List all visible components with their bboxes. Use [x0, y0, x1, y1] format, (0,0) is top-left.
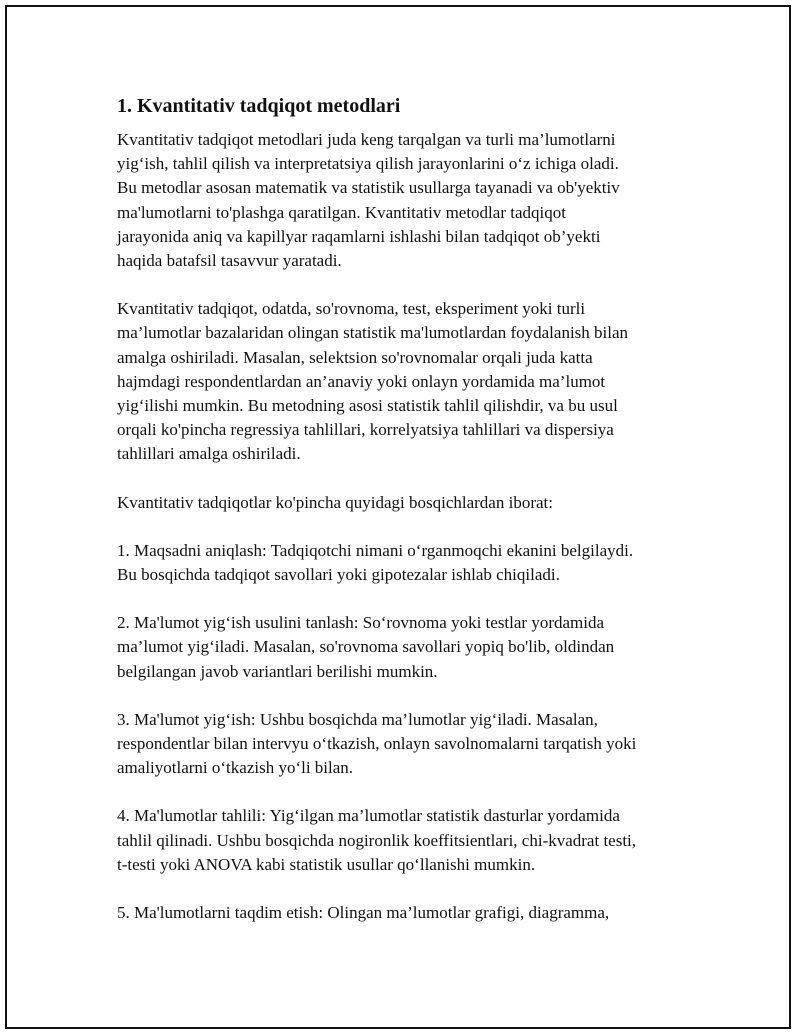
paragraph-methods: Kvantitativ tadqiqot, odatda, so'rovnoma, test, eksperiment yoki turli ma’lumotlar bazalaridan olingan statistik ma'lumotlardan foydalanish bilan amalga oshiriladi. Masalan, selektsion so'rovnomalar orqali juda katta hajmdagi respondentlardan an’anaviy yoki onlayn yordamida ma’lumot yig‘ilishi mumkin. Bu metodning asosi statistik tahlil qilishdir, va bu usul orqali ko'pincha regressiya tahlillari, korrelyatsiya tahlillari va dispersiya tahlillari amalga oshiriladi.: [117, 299, 629, 464]
document-body: [117, 92, 697, 949]
list-item-stage-2: 2. Ma'lumot yig‘ish usulini tanlash: So‘rovnoma yoki testlar yordamida ma’lumot yig‘iladi. Masalan, so'rovnoma savollari yopiq bo'lib, oldindan belgilangan javob variantlari berilishi mumkin.: [117, 613, 615, 681]
list-item-stage-5: 5. Ma'lumotlarni taqdim etish: Olingan ma’lumotlar grafigi, diagramma,: [117, 903, 610, 923]
section-heading: 1. Kvantitativ tadqiqot metodlari: [117, 95, 401, 117]
list-item-stage-4: 4. Ma'lumotlar tahlili: Yig‘ilgan ma’lumotlar statistik dasturlar yordamida tahlil qilinadi. Ushbu bosqichda nogironlik koeffitsientlari, chi-kvadrat testi, t-testi yoki ANOVA kabi statistik usullar qo‘llanishi mumkin.: [117, 806, 637, 874]
paragraph-stages-intro: Kvantitativ tadqiqotlar ko'pincha quyidagi bosqichlardan iborat:: [117, 492, 553, 512]
list-item-stage-3: 3. Ma'lumot yig‘ish: Ushbu bosqichda ma’lumotlar yig‘iladi. Masalan, respondentlar bilan intervyu o‘tkazish, onlayn savolnomalarni tarqatish yoki amaliyotlarni o‘tkazish yo‘li bilan.: [117, 709, 637, 778]
paragraph-intro: Kvantitativ tadqiqot metodlari juda keng tarqalgan va turli ma’lumotlarni yig‘ish, tahlil qilish va interpretatsiya qilish jarayonlarini o‘z ichiga oladi. Bu metodlar asosan matematik va statistik usullarga tayanadi va ob'yektiv ma'lumotlarni to'plashga qaratilgan. Kvantitativ metodlar tadqiqot jarayonida aniq va kapillyar raqamlarni ishlashi bilan tadqiqot ob’yekti haqida batafsil tasavvur yaratadi.: [117, 130, 620, 271]
list-item-stage-1: 1. Maqsadni aniqlash: Tadqiqotchi nimani o‘rganmoqchi ekanini belgilaydi. Bu bosqichda tadqiqot savollari yoki gipotezalar ishlab chiqiladi.: [117, 540, 634, 585]
